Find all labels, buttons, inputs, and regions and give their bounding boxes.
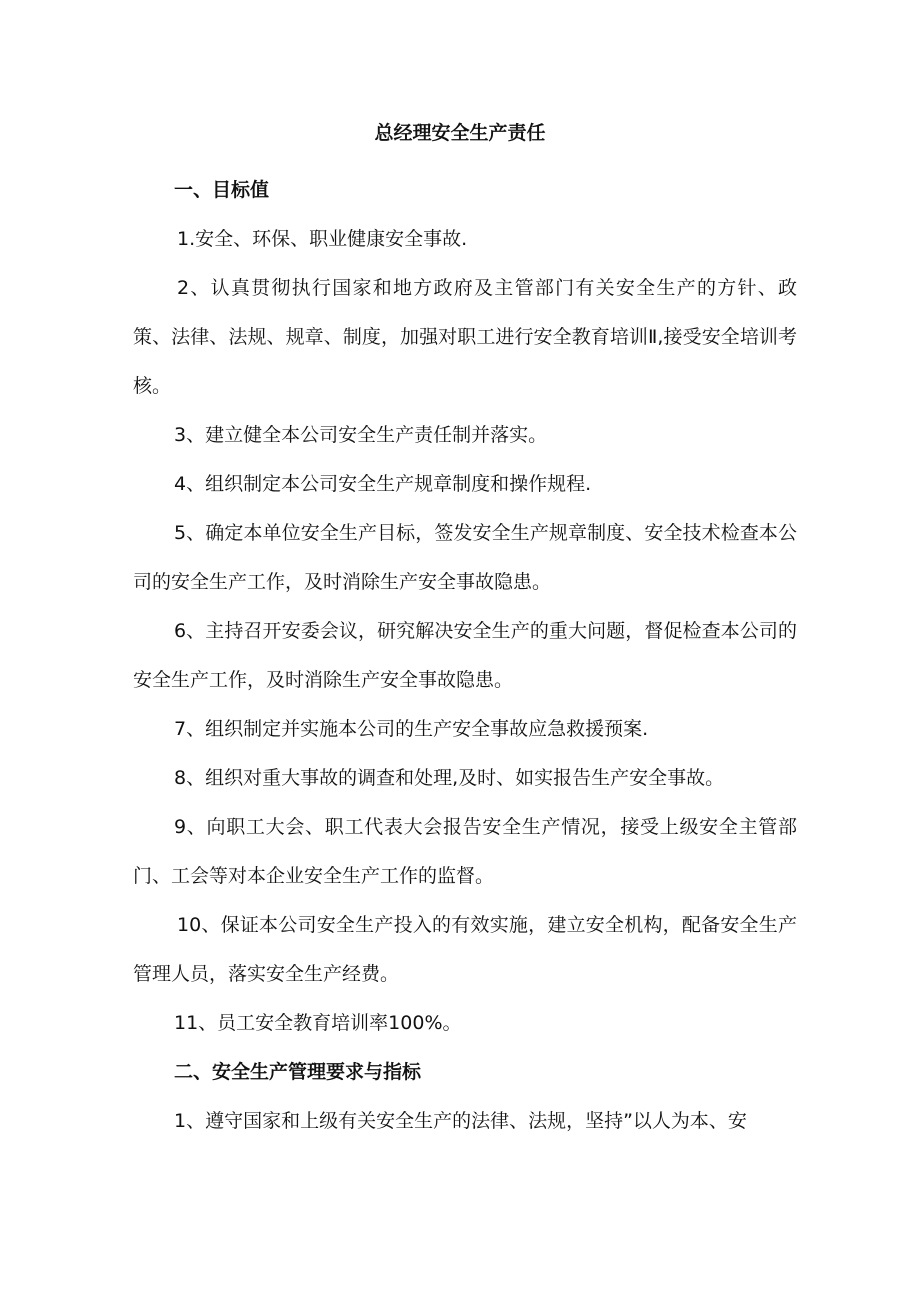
paragraph-item-5: 5、确定本单位安全生产目标，签发安全生产规章制度、安全技术检查本公司的安全生产工作，及时消除生产安全事故隐患。 [133,522,797,593]
document-title: 总经理安全生产责任 [374,122,546,144]
section-heading-targets: 一、目标值 [174,179,270,201]
paragraph-item-6: 6、主持召开安委会议，研究解决安全生产的重大问题，督促检查本公司的安全生产工作，及时消除生产安全事故隐患。 [133,620,797,691]
paragraph-item-4: 4、组织制定本公司安全生产规章制度和操作规程. [174,473,592,495]
document-body [133,166,797,1146]
paragraph-item-11: 11、员工安全教育培训率100%。 [174,1012,462,1034]
paragraph-item-2: 2、认真贯彻执行国家和地方政府及主管部门有关安全生产的方针、政策、法律、法规、规章、制度，加强对职工进行安全教育培训Ⅱ,接受安全培训考核。 [133,277,797,397]
section-heading-management: 二、安全生产管理要求与指标 [174,1061,422,1083]
paragraph-item-1: 1.安全、环保、职业健康安全事故. [177,228,468,250]
paragraph-item-7: 7、组织制定并实施本公司的生产安全事故应急救援预案. [174,718,649,740]
paragraph-item-8: 8、组织对重大事故的调查和处理,及时、如实报告生产安全事故。 [174,767,725,789]
paragraph-item-9: 9、向职工大会、职工代表大会报告安全生产情况，接受上级安全主管部门、工会等对本企业安全生产工作的监督。 [133,816,797,887]
paragraph-item-3: 3、建立健全本公司安全生产责任制并落实。 [174,424,548,446]
paragraph-mgmt-1: 1、遵守国家和上级有关安全生产的法律、法规，坚持”以人为本、安 [174,1110,747,1132]
paragraph-item-10: 10、保证本公司安全生产投入的有效实施，建立安全机构，配备安全生产管理人员，落实安全生产经费。 [133,914,797,985]
